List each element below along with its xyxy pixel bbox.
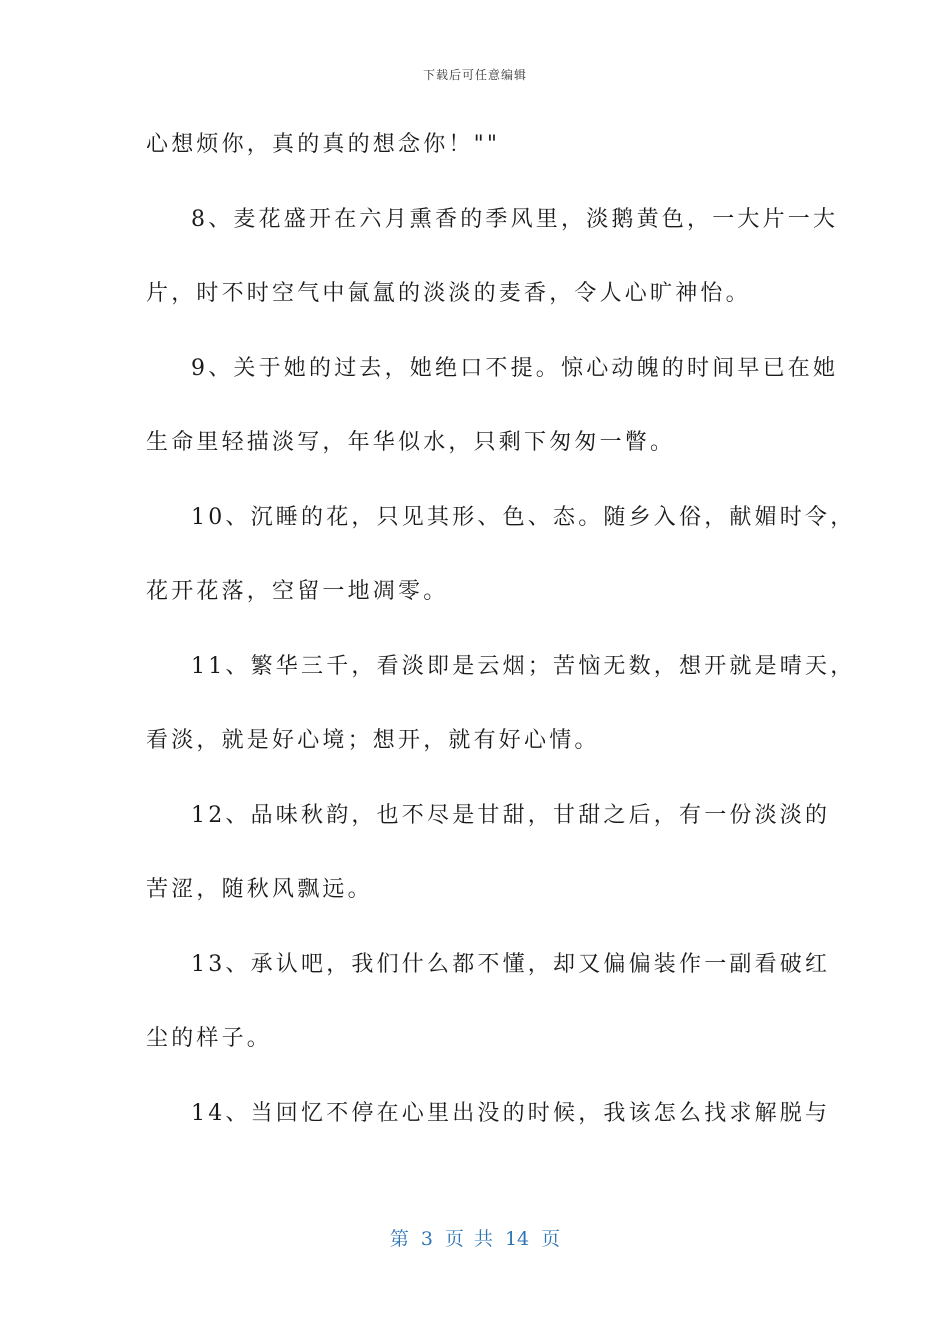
total-pages-number: 14 — [504, 1228, 530, 1250]
footer-prefix: 第 — [389, 1228, 409, 1250]
text-line: 尘的样子。 — [146, 1026, 273, 1051]
text-line: 苦涩，随秋风飘远。 — [146, 877, 373, 902]
text-line: 看淡，就是好心境；想开，就有好心情。 — [146, 728, 600, 753]
text-line: 心想烦你，真的真的想念你！"" — [146, 132, 501, 157]
text-line: 9、关于她的过去，她绝口不提。惊心动魄的时间早已在她 — [191, 355, 839, 381]
footer-suffix: 页 — [541, 1228, 561, 1250]
text-line: 11、繁华三千，看淡即是云烟；苦恼无数，想开就是晴天， — [191, 653, 856, 679]
header-note: 下载后可任意编辑 — [422, 68, 527, 82]
text-line: 12、品味秋韵，也不尽是甘甜，甘甜之后，有一份淡淡的 — [191, 802, 831, 828]
text-line: 生命里轻描淡写，年华似水，只剩下匆匆一瞥。 — [146, 430, 676, 455]
document-body — [146, 124, 856, 1167]
current-page-number: 3 — [420, 1228, 433, 1250]
text-line: 8、麦花盛开在六月熏香的季风里，淡鹅黄色，一大片一大 — [191, 206, 839, 232]
text-line: 花开花落，空留一地凋零。 — [146, 579, 449, 604]
text-line: 13、承认吧，我们什么都不懂，却又偏偏装作一副看破红 — [191, 951, 831, 977]
text-line: 10、沉睡的花，只见其形、色、态。随乡入俗，献媚时令， — [191, 504, 856, 530]
footer-middle: 页 共 — [444, 1228, 493, 1250]
text-line: 14、当回忆不停在心里出没的时候，我该怎么找求解脱与 — [191, 1100, 831, 1126]
page-footer — [0, 1224, 950, 1251]
text-line: 片，时不时空气中氤氲的淡淡的麦香，令人心旷神怡。 — [146, 281, 751, 306]
